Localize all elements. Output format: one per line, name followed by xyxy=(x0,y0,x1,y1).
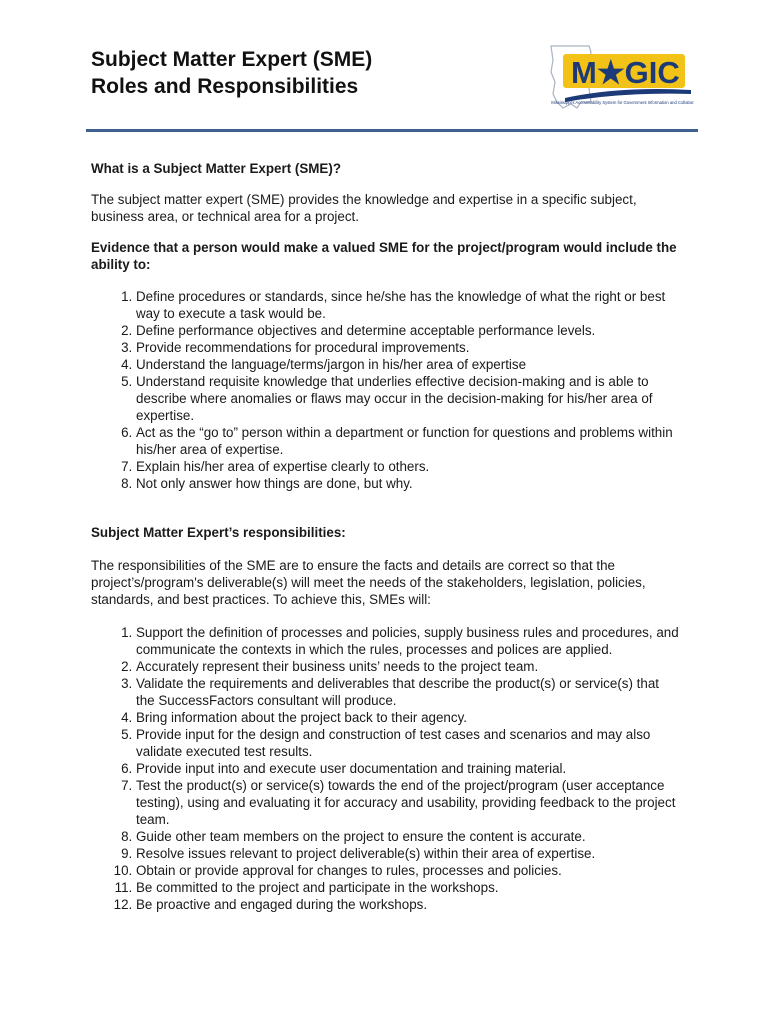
list-item: 10. Obtain or provide approval for changes to rules, processes and policies. xyxy=(136,862,681,879)
magic-logo xyxy=(541,42,694,114)
document-body xyxy=(91,160,681,913)
list-item: 1. Define procedures or standards, since he/she has the knowledge of what the right or best way to execute a task would be. xyxy=(136,288,681,322)
title-line-1: Subject Matter Expert (SME) xyxy=(91,48,373,71)
header-divider xyxy=(86,129,698,132)
logo-tagline: Mississippi's Accountability System for Government Information and Collaboration xyxy=(551,100,694,105)
mississippi-map-icon xyxy=(541,42,694,114)
list-item: 1. Support the definition of processes and policies, supply business rules and procedures, and communicate the contexts in which the rules, processes and polices are applied. xyxy=(136,624,681,658)
list-item: 4. Understand the language/terms/jargon in his/her area of expertise xyxy=(136,356,681,373)
list-item: 2. Define performance objectives and determine acceptable performance levels. xyxy=(136,322,681,339)
list-item: 7. Test the product(s) or service(s) towards the end of the project/program (user acceptance testing), using and evaluating it for accuracy and usability, providing feedback to the project team. xyxy=(136,777,681,828)
list-item: 7. Explain his/her area of expertise clearly to others. xyxy=(136,458,681,475)
sme-definition-paragraph: The subject matter expert (SME) provides the knowledge and expertise in a specific subject, business area, or technical area for a project. xyxy=(91,192,637,224)
list-item: 5. Provide input for the design and construction of test cases and scenarios and may also validate executed test results. xyxy=(136,726,681,760)
page-title xyxy=(91,46,372,100)
logo-wordmark: M★GIC xyxy=(571,55,680,90)
list-item: 6. Act as the “go to” person within a department or function for questions and problems within his/her area of expertise. xyxy=(136,424,681,458)
section-heading-evidence: Evidence that a person would make a valued SME for the project/program would include the ability to: xyxy=(91,240,677,272)
section-heading-what-is-sme: What is a Subject Matter Expert (SME)? xyxy=(91,161,341,176)
list-item: 11. Be committed to the project and participate in the workshops. xyxy=(136,879,681,896)
list-item: 3. Validate the requirements and deliverables that describe the product(s) or service(s) that the SuccessFactors consultant will produce. xyxy=(136,675,681,709)
list-item: 6. Provide input into and execute user documentation and training material. xyxy=(136,760,681,777)
list-item: 12. Be proactive and engaged during the workshops. xyxy=(136,896,681,913)
evidence-list xyxy=(91,288,681,492)
list-item: 3. Provide recommendations for procedural improvements. xyxy=(136,339,681,356)
list-item: 8. Guide other team members on the project to ensure the content is accurate. xyxy=(136,828,681,845)
list-item: 9. Resolve issues relevant to project deliverable(s) within their area of expertise. xyxy=(136,845,681,862)
responsibilities-paragraph: The responsibilities of the SME are to ensure the facts and details are correct so that the project’s/program's deliverable(s) will meet the needs of the stakeholders, legislation, policies, standards, and best practices. To achieve this, SMEs will: xyxy=(91,558,646,607)
list-item: 2. Accurately represent their business units’ needs to the project team. xyxy=(136,658,681,675)
responsibilities-list xyxy=(91,624,681,913)
title-line-2: Roles and Responsibilities xyxy=(91,75,359,98)
section-heading-responsibilities: Subject Matter Expert’s responsibilities: xyxy=(91,525,346,540)
list-item: 5. Understand requisite knowledge that underlies effective decision-making and is able to describe where anomalies or flaws may occur in the decision-making for his/her area of expertise. xyxy=(136,373,681,424)
list-item: 4. Bring information about the project back to their agency. xyxy=(136,709,681,726)
list-item: 8. Not only answer how things are done, but why. xyxy=(136,475,681,492)
